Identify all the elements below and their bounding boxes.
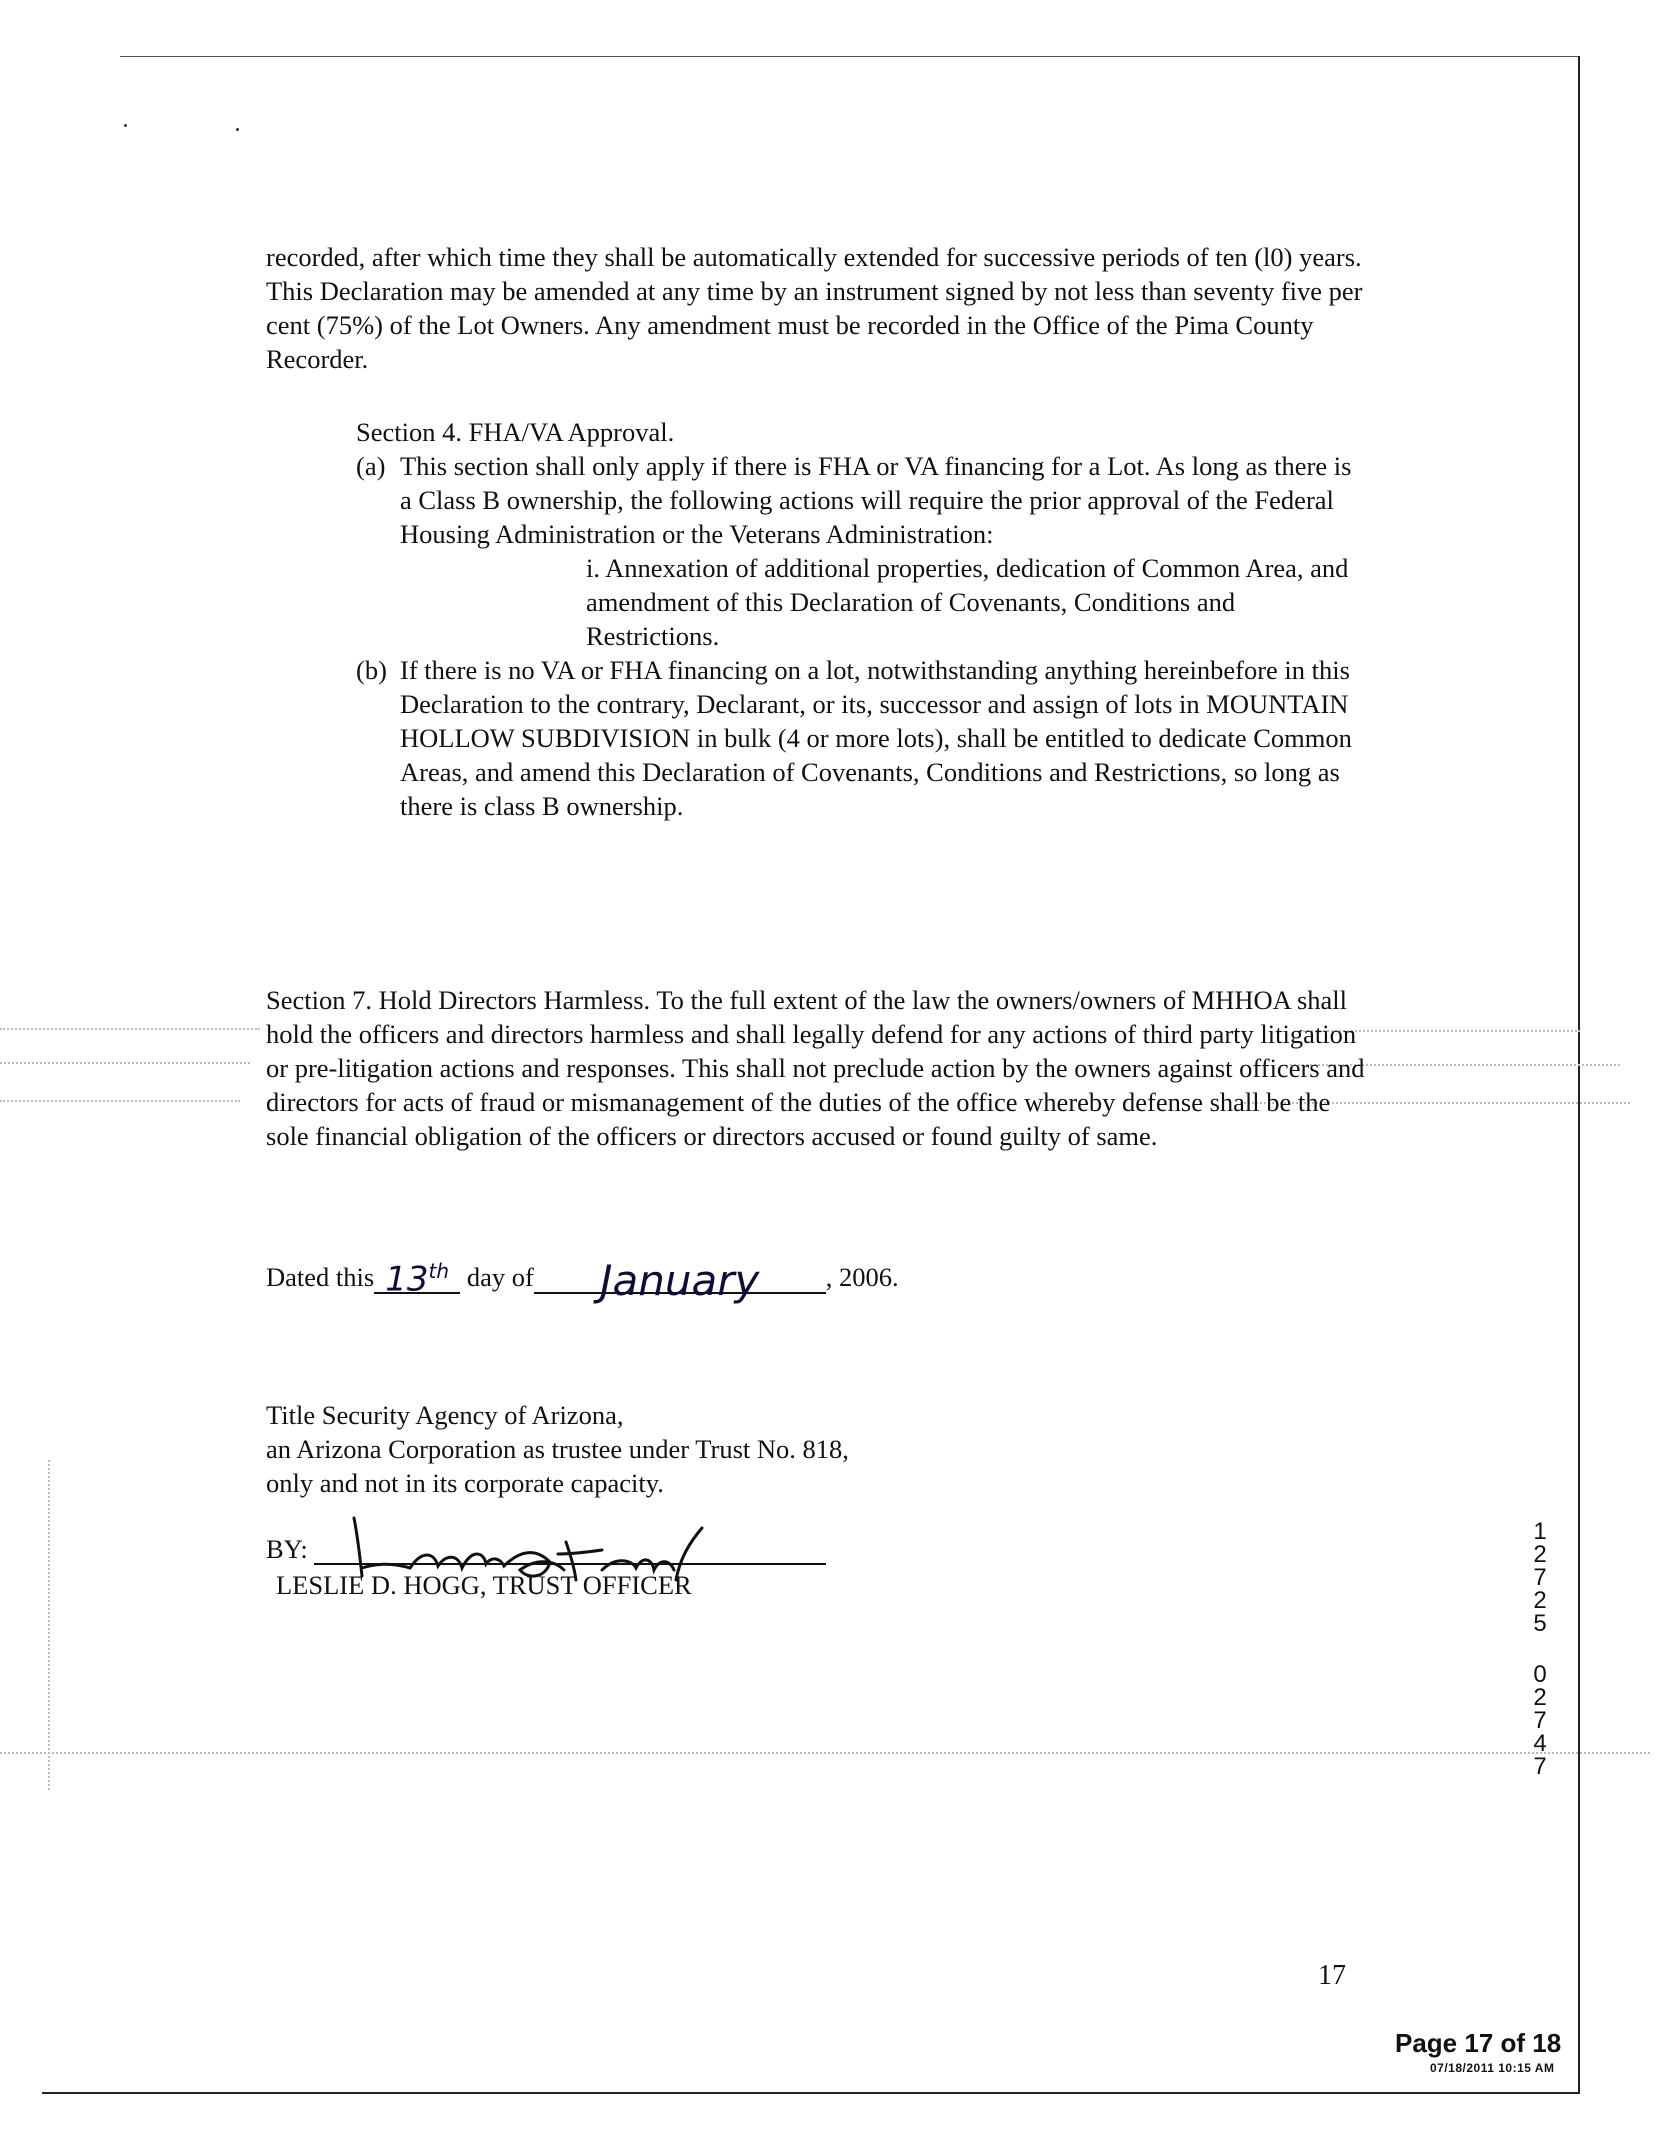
- section-4-item-b: [356, 653, 1356, 823]
- scan-noise: [0, 1100, 240, 1102]
- dated-line: [266, 1256, 899, 1305]
- section-7-paragraph: Section 7. Hold Directors Harmless. To the full extent of the law the owners/owners of MHHOA shall hold the officers and directors harmless and shall legally defend for any actions of third party litigation or pre-litigation actions and responses. This shall not preclude action by the owners against officers and directors for acts of fraud or mismanagement of the duties of the office whereby defense shall be the sole financial obligation of the officers or directors accused or found guilty of same.: [266, 985, 1365, 1151]
- scan-noise: [0, 1062, 250, 1064]
- signer-line-1: Title Security Agency of Arizona,: [266, 1400, 624, 1430]
- handwritten-month: January: [600, 1256, 760, 1305]
- page-of-label: Page 17 of 18: [1395, 2028, 1562, 2058]
- item-a-text: This section shall only apply if there is FHA or VA financing for a Lot. As long as there is a Class B ownership, the following actions will require the prior approval of the Federal Housing Administration or the Veterans Administration:: [400, 451, 1352, 549]
- section-4-item-a: [356, 449, 1356, 551]
- section-4: [356, 415, 1356, 823]
- scan-noise: [0, 1028, 260, 1030]
- scan-speck: [236, 128, 239, 131]
- section-4-heading: Section 4. FHA/VA Approval.: [356, 417, 675, 447]
- by-label: BY:: [266, 1534, 308, 1564]
- signer-line-3: only and not in its corporate capacity.: [266, 1468, 664, 1498]
- item-b-text: If there is no VA or FHA financing on a lot, notwithstanding anything hereinbefore in this Declaration to the contrary, Declarant, or its, successor and assign of lots in MOUNTAIN HOLLOW SUBDIVISION in bulk (4 or more lots), shall be entitled to dedicate Common Areas, and amend this Declaration of Covenants, Conditions and Restrictions, so long as there is class B ownership.: [400, 655, 1352, 821]
- intro-paragraph: recorded, after which time they shall be automatically extended for successive periods of ten (l0) years. This Declaration may be amended at any time by an instrument signed by not less than seventy five per cent (75%) of the Lot Owners. Any amendment must be recorded in the Office of the Pima County Recorder.: [266, 242, 1363, 374]
- section-4-subitem-i: i. Annexation of additional properties, dedication of Common Area, and amendment of this Declaration of Covenants, Conditions and Restrictions.: [586, 553, 1349, 651]
- dated-mid: day of: [466, 1262, 534, 1292]
- dated-year: , 2006.: [825, 1262, 899, 1292]
- signer-line-2: an Arizona Corporation as trustee under Trust No. 818,: [266, 1434, 849, 1464]
- handwritten-day: 13th: [385, 1258, 450, 1299]
- page-number: 17: [1318, 1960, 1346, 1991]
- officer-name: LESLIE D. HOGG, TRUST OFFICER: [276, 1570, 692, 1600]
- scan-speck: [124, 124, 127, 127]
- scan-noise: [48, 1460, 50, 1790]
- month-blank: [534, 1256, 826, 1305]
- recording-number: 1 2 7 2 5 0 2 7 4 7: [1533, 1518, 1547, 1780]
- timestamp: 07/18/2011 10:15 AM: [1430, 2061, 1555, 2075]
- scan-noise: [0, 1752, 1650, 1754]
- item-b-label: (b): [356, 655, 387, 685]
- day-blank: [374, 1258, 460, 1299]
- dated-prefix: Dated this: [266, 1262, 375, 1292]
- signer-block: [266, 1398, 849, 1500]
- item-a-label: (a): [356, 451, 386, 481]
